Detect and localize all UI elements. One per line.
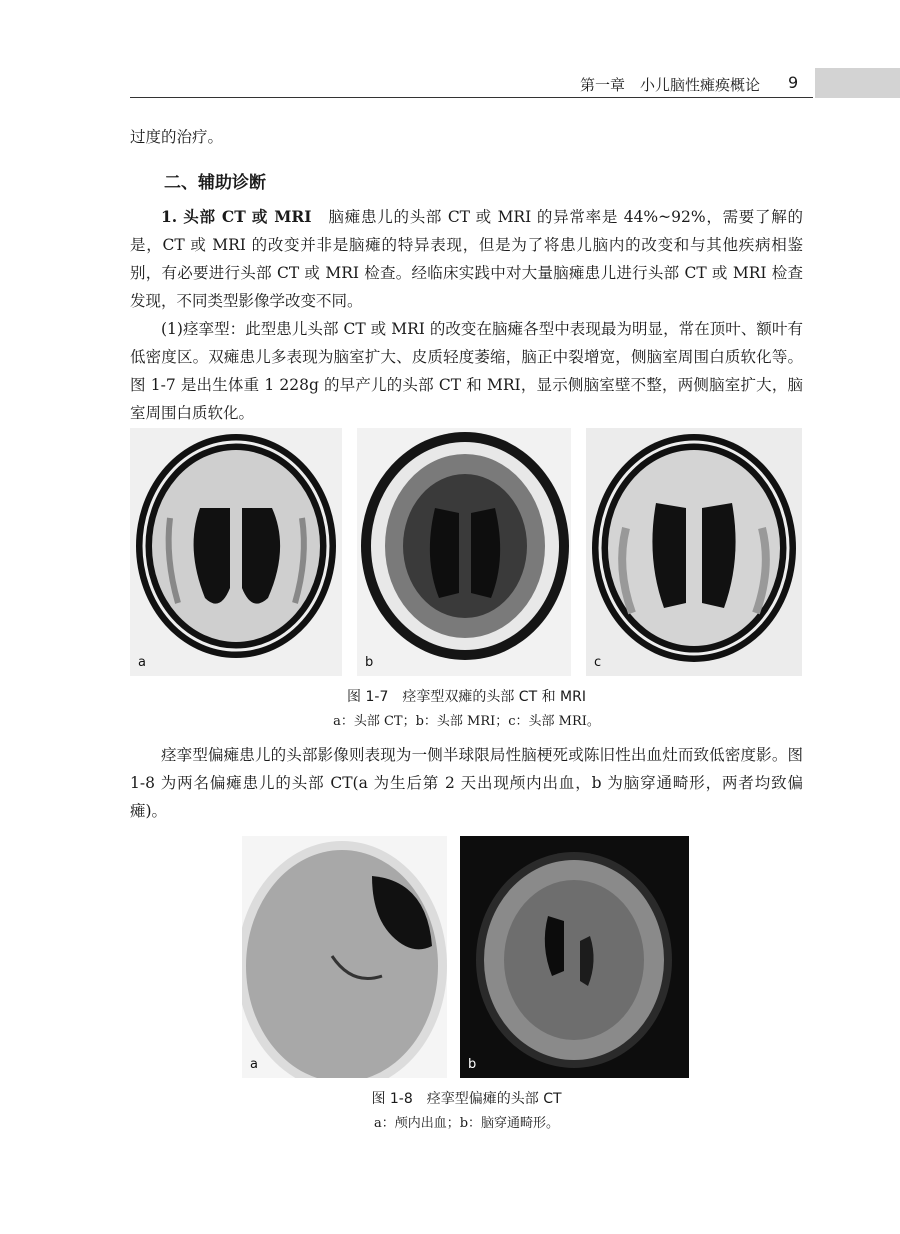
figure-1-7-caption [130,686,803,729]
panel-label: a [250,1057,258,1072]
panel-label: b [468,1057,477,1072]
figure-1-7-panel-a [130,428,342,676]
intro-text: 过度的治疗。 [130,128,224,146]
brain-ct-image-a [130,428,342,676]
header-rule [130,97,813,98]
figure-1-7-note: a：头部 CT；b：头部 MRI；c：头部 MRI。 [333,714,600,729]
figure-1-8-title: 图 1-8 痉挛型偏瘫的头部 CT [371,1091,562,1107]
figure-1-7-panel-b [357,428,571,676]
intro-line [130,123,803,151]
body-paragraphs [130,203,803,427]
brain-mri-image-b [460,836,689,1078]
section-heading: 二、辅助诊断 [164,173,266,193]
panel-label: b [365,655,374,670]
header-tab-block [815,68,900,98]
figure-1-7-panel-c [586,428,802,676]
page-number: 9 [788,73,799,92]
figure-1-8-caption [130,1088,803,1131]
figure-1-8-note: a：颅内出血；b：脑穿通畸形。 [373,1116,560,1131]
panel-label: a [138,655,146,670]
figure-1-8-panel-b [460,836,689,1078]
brain-mri-image-b [357,428,571,676]
figure-1-8-panel-a [242,836,447,1078]
brain-mri-image-c [586,428,802,676]
panel-label: c [594,655,602,670]
figure-1-7-title: 图 1-7 痉挛型双瘫的头部 CT 和 MRI [347,689,586,705]
paragraph-1 [130,203,803,315]
paragraph-1-text: 脑瘫患儿的头部 CT 或 MRI 的异常率是 44%~92%，需要了解的是，CT 或 MRI 的改变并非是脑瘫的特异表现，但是为了将患儿脑内的改变和与其他疾病相鉴别，有必要进行头部 CT 或 MRI 检查。经临床实践中对大量脑瘫患儿进行头部 CT 或 MRI 检查发现，不同类型影像学改变不同。 [130,208,803,310]
paragraph-3: 痉挛型偏瘫患儿的头部影像则表现为一侧半球限局性脑梗死或陈旧性出血灶而致低密度影。图 1-8 为两名偏瘫患儿的头部 CT(a 为生后第 2 天出现颅内出血，b 为脑穿通畸形，两者均致偏瘫)。 [130,746,803,820]
paragraph-1-lead: 1. 头部 CT 或 MRI [161,207,312,226]
body-paragraph-3-block [130,741,803,825]
chapter-title: 第一章 小儿脑性瘫痪概论 [579,76,760,94]
paragraph-2: (1)痉挛型：此型患儿头部 CT 或 MRI 的改变在脑瘫各型中表现最为明显，常在顶叶、额叶有低密度区。双瘫患儿多表现为脑室扩大、皮质轻度萎缩，脑正中裂增宽，侧脑室周围白质软化等。图 1-7 是出生体重 1 228g 的早产儿的头部 CT 和 MRI，显示侧脑室壁不整，两侧脑室扩大，脑室周围白质软化。 [130,320,803,422]
brain-ct-image-a [242,836,447,1078]
